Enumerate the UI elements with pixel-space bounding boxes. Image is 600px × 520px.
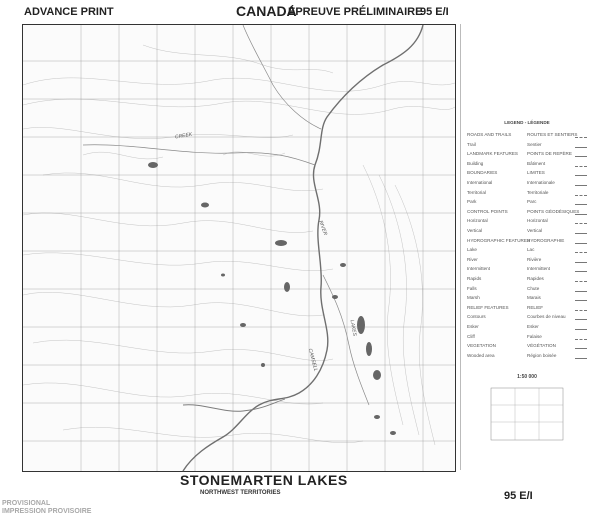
tributary-north	[243, 25, 321, 129]
footer-title: STONEMARTEN LAKES	[180, 472, 348, 488]
legend-row	[467, 228, 587, 235]
legend-row	[467, 190, 587, 197]
legend-label-fr: HYDROGRAPHIE	[527, 237, 565, 243]
legend-label-en: River	[467, 256, 478, 262]
legend-row	[467, 247, 587, 254]
legend-label-fr: Chute	[527, 285, 540, 291]
header-canada: CANADA	[236, 3, 297, 19]
legend-label-fr: Région boisée	[527, 352, 557, 358]
footer-watermark: PROVISIONAL IMPRESSION PROVISOIRE	[2, 500, 92, 515]
legend-label-en: Building	[467, 160, 484, 166]
legend-symbol	[575, 296, 587, 301]
lake	[373, 370, 381, 380]
legend-row	[467, 305, 587, 312]
legend-index-grid	[461, 384, 593, 444]
legend-label-fr: Marais	[527, 295, 541, 301]
legend-symbol	[575, 229, 587, 234]
legend-title: LEGEND - LÉGENDE	[504, 120, 550, 125]
legend-label-en: Esker	[467, 324, 479, 329]
lake	[366, 342, 372, 356]
legend-symbol	[575, 239, 587, 244]
legend-label-fr: Internationale	[527, 180, 555, 185]
legend-symbol	[575, 210, 587, 215]
legend-label-fr: LIMITES	[527, 170, 545, 176]
legend-label-fr: Esker	[527, 324, 539, 329]
legend-label-en: Contours	[467, 314, 486, 320]
legend-symbol	[575, 354, 587, 359]
legend-label-en: Intermittent	[467, 266, 490, 272]
legend-label-fr: Vertical	[527, 228, 543, 233]
legend-label-en: BOUNDARIES	[467, 170, 498, 176]
legend-label-en: Cliff	[467, 333, 475, 339]
legend-label-fr: Courbes de niveau	[527, 314, 566, 320]
legend-label-en: Marsh	[467, 295, 480, 301]
legend-row	[467, 151, 587, 158]
legend-symbol	[575, 277, 587, 282]
map-label-creek: CREEK	[174, 131, 193, 141]
legend-symbol	[575, 325, 587, 330]
legend-symbol	[575, 219, 587, 224]
legend-label-fr: RELIEF	[527, 304, 544, 310]
map-canvas	[23, 25, 455, 471]
legend-label-en: Rapids	[467, 276, 482, 281]
legend-label-en: Vertical	[467, 228, 483, 233]
legend-symbol	[575, 143, 587, 148]
legend-label-en: RELIEF FEATURES	[467, 304, 509, 310]
legend-row	[467, 161, 587, 168]
lakes	[148, 162, 396, 435]
legend-row	[467, 257, 587, 264]
legend-label-fr: VÉGÉTATION	[527, 343, 556, 349]
legend-row	[467, 314, 587, 321]
legend-row	[467, 266, 587, 273]
legend-label-en: Wooded area	[467, 352, 495, 358]
legend-label-en: Lake	[467, 247, 477, 253]
legend-row	[467, 170, 587, 177]
map-area	[22, 24, 456, 472]
legend-label-en: CONTROL POINTS	[467, 208, 508, 214]
legend-label-en: International	[467, 180, 493, 185]
legend-row	[467, 238, 587, 245]
lake	[390, 431, 396, 435]
legend-symbol	[575, 133, 587, 138]
lake	[332, 295, 338, 299]
legend-label-fr: Falaise	[527, 333, 542, 339]
legend-scale: 1:50 000	[517, 374, 537, 380]
legend-symbol	[575, 258, 587, 263]
legend-panel	[460, 24, 593, 470]
lake	[374, 415, 380, 419]
grid-lines	[23, 25, 455, 471]
legend-row	[467, 142, 587, 149]
legend-symbol	[575, 315, 587, 320]
lake	[201, 203, 209, 208]
legend-row	[467, 199, 587, 206]
legend-label-fr: Parc	[527, 199, 537, 205]
legend-label-en: Falls	[467, 285, 477, 291]
legend-label-fr: Intermittent	[527, 266, 550, 272]
legend-symbol	[575, 287, 587, 292]
legend-row	[467, 343, 587, 350]
legend-symbol	[575, 152, 587, 157]
legend-row	[467, 276, 587, 283]
footer-region: NORTHWEST TERRITORIES	[200, 490, 281, 496]
legend-row	[467, 324, 587, 331]
legend-symbol	[575, 200, 587, 205]
legend-symbol	[575, 344, 587, 349]
contour-lines	[23, 45, 455, 445]
legend-label-fr: Lac	[527, 247, 535, 253]
legend-row	[467, 180, 587, 187]
map-label-camsell: CAMSELL	[306, 347, 319, 373]
legend-symbol	[575, 248, 587, 253]
legend-row	[467, 353, 587, 360]
legend-row	[467, 295, 587, 302]
legend-label-fr: Sentier	[527, 141, 542, 147]
legend-label-en: Territorial	[467, 189, 486, 195]
legend-symbol	[575, 306, 587, 311]
legend-symbol	[575, 335, 587, 340]
legend-label-fr: ROUTES ET SENTIERS	[527, 132, 578, 137]
east-stream	[323, 275, 369, 405]
legend-label-en: HYDROGRAPHIC FEATURES	[467, 237, 530, 243]
legend-label-en: ROADS AND TRAILS	[467, 132, 512, 137]
map-label-river: RIVER	[317, 219, 329, 237]
legend-label-fr: Rapides	[527, 276, 544, 281]
header-sheet-number: 95 E/I	[420, 6, 449, 18]
legend-row	[467, 218, 587, 225]
legend-symbol	[575, 181, 587, 186]
legend-row	[467, 334, 587, 341]
lake	[284, 282, 290, 292]
lake	[221, 274, 225, 277]
lake	[240, 323, 246, 327]
header-epreuve: ÉPREUVE PRÉLIMINAIRE	[288, 6, 423, 18]
legend-label-en: VEGETATION	[467, 343, 496, 349]
legend-label-fr: Territoriale	[527, 189, 549, 195]
header-advance-print: ADVANCE PRINT	[24, 6, 114, 18]
legend-symbol	[575, 162, 587, 167]
legend-row	[467, 286, 587, 293]
lake	[261, 363, 265, 367]
lake	[275, 240, 287, 246]
legend-label-en: Park	[467, 199, 477, 205]
legend-label-en: LANDMARK FEATURES	[467, 151, 518, 157]
lake	[340, 263, 346, 267]
legend-symbol	[575, 267, 587, 272]
legend-label-fr: POINTS DE REPÈRE	[527, 151, 572, 157]
lake	[357, 316, 365, 334]
legend-label-en: Trail	[467, 141, 476, 147]
tributary-west	[83, 145, 315, 165]
legend-label-fr: Bâtiment	[527, 160, 546, 166]
legend-symbol	[575, 191, 587, 196]
legend-row	[467, 209, 587, 216]
legend-label-fr: POINTS GÉODÉSIQUES	[527, 208, 580, 214]
legend-label-fr: Rivière	[527, 256, 542, 262]
lake	[148, 162, 158, 168]
legend-label-en: Horizontal	[467, 218, 488, 224]
footer-sheet-number: 95 E/I	[504, 490, 533, 502]
legend-label-fr: Horizontal	[527, 218, 548, 224]
legend-row	[467, 132, 587, 139]
map-label-lakes: LAKES	[348, 319, 358, 337]
legend-symbol	[575, 171, 587, 176]
